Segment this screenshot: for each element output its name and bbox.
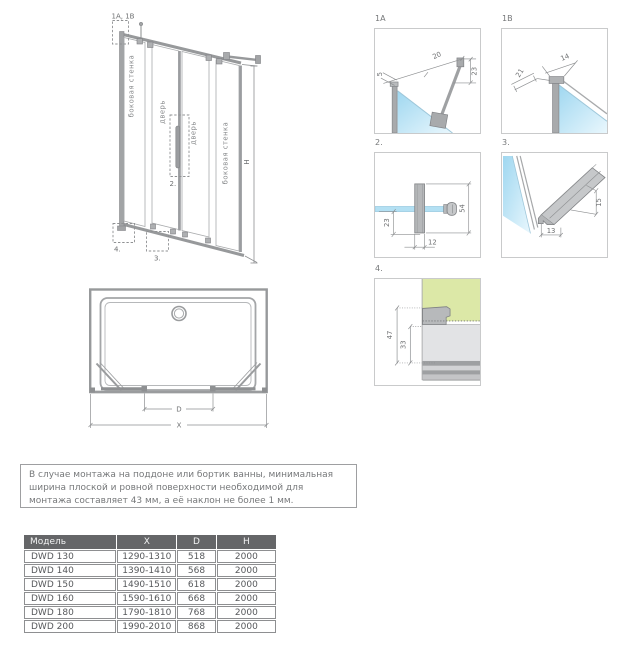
profile-band-light [423, 366, 480, 370]
glass-panel [375, 206, 444, 211]
knob-head [447, 203, 456, 216]
cell-x: 1790-1810 [117, 606, 176, 619]
cell-x: 1990-2010 [117, 620, 176, 633]
dim-h-label: H [243, 159, 251, 165]
panel-label-side-wall-right: боковая стенка [221, 121, 230, 185]
callout-1ab-label: 1A, 1B [111, 12, 135, 21]
detail-1b-drawing [502, 29, 607, 133]
panel-label-door-left: дверь [158, 100, 167, 124]
knob-neck [444, 205, 447, 214]
dim-14: 14 [559, 52, 571, 63]
detail-3-label: 3. [502, 138, 510, 147]
clamp-cap [423, 307, 450, 325]
detail-1b-box [501, 28, 608, 134]
table-header-row [24, 535, 276, 549]
installation-note: В случае монтажа на поддоне или бортик ванны, минимальная ширина плоской и ровной поверхности необходимой для монтажа составляет 43 мм, а её наклон не более 1 мм. [20, 464, 357, 508]
glass-clamp [430, 112, 448, 128]
wall-profile [553, 83, 559, 133]
cell-d: 518 [177, 550, 216, 563]
detail-4-drawing [375, 279, 480, 385]
front-view-drawing [100, 10, 275, 270]
dimension-lines [379, 181, 471, 249]
cell-model: DWD 150 [24, 578, 116, 591]
col-header-x: X [117, 535, 176, 549]
dim-x-label: X [176, 421, 182, 430]
callout-4-label: 4. [114, 245, 121, 254]
table-row [24, 620, 276, 633]
cell-h: 2000 [217, 606, 276, 619]
wall-profile [392, 85, 397, 133]
cell-model: DWD 200 [24, 620, 116, 633]
profile-band-dark2 [423, 370, 480, 374]
detail-2-drawing [375, 153, 480, 257]
panel-label-side-wall-left: боковая стенка [127, 54, 136, 118]
left-wall-profile [120, 32, 125, 230]
detail-2-box [374, 152, 481, 258]
detail-3-drawing [502, 153, 607, 257]
dim-47: 47 [386, 330, 395, 340]
profile-body [423, 325, 480, 361]
cell-x: 1590-1610 [117, 592, 176, 605]
cell-d: 768 [177, 606, 216, 619]
dim-d-label: D [176, 405, 182, 414]
table-row [24, 592, 276, 605]
cell-d: 618 [177, 578, 216, 591]
wall-profile-cap [549, 77, 564, 84]
dim-23: 23 [470, 66, 479, 76]
cell-h: 2000 [217, 564, 276, 577]
cell-model: DWD 130 [24, 550, 116, 563]
dim-33: 33 [399, 340, 408, 350]
cell-d: 568 [177, 564, 216, 577]
profile-groove2 [550, 171, 604, 218]
dim-23: 23 [383, 218, 392, 228]
cell-h: 2000 [217, 620, 276, 633]
cell-h: 2000 [217, 592, 276, 605]
cell-model: DWD 160 [24, 592, 116, 605]
detail-1b-label: 1B [502, 14, 513, 23]
detail-3-box [501, 152, 608, 258]
support-arm-bracket [224, 53, 230, 60]
col-header-model: Модель [24, 535, 116, 549]
table-row [24, 564, 276, 577]
spec-table [23, 534, 277, 634]
detail-4-label: 4. [375, 264, 383, 273]
cell-model: DWD 180 [24, 606, 116, 619]
top-view-drawing [88, 285, 288, 435]
dim-54: 54 [458, 204, 467, 213]
door-panel-left [152, 45, 179, 230]
col-header-d: D [177, 535, 216, 549]
profile-band-dark1 [423, 361, 480, 366]
ceiling-pin-head [139, 22, 143, 26]
cell-h: 2000 [217, 550, 276, 563]
detail-1a-label: 1A [375, 14, 386, 23]
cell-model: DWD 140 [24, 564, 116, 577]
support-arm [441, 65, 461, 117]
table-row [24, 606, 276, 619]
dim-15: 15 [595, 198, 604, 207]
dim-5: 5 [375, 71, 384, 77]
dim-12: 12 [427, 238, 437, 247]
panel-label-door-right: дверь [189, 121, 198, 145]
callout-3-label: 3. [154, 254, 161, 263]
table-row [24, 550, 276, 563]
handle-post [415, 184, 425, 233]
col-header-h: H [217, 535, 276, 549]
callout-2-label: 2. [169, 180, 177, 188]
dim-13: 13 [546, 226, 556, 235]
cell-x: 1290-1310 [117, 550, 176, 563]
cell-d: 668 [177, 592, 216, 605]
dim-20: 20 [431, 50, 443, 62]
cell-x: 1390-1410 [117, 564, 176, 577]
support-arm-end [256, 56, 261, 64]
profile-band-base [423, 375, 480, 380]
detail-2-label: 2. [375, 138, 383, 147]
detail-1a-box [374, 28, 481, 134]
cell-d: 868 [177, 620, 216, 633]
wall-profile-cap [390, 82, 398, 86]
left-profile-foot [118, 226, 126, 231]
dim-21: 21 [514, 67, 526, 79]
detail-1a-drawing [375, 29, 480, 133]
cell-h: 2000 [217, 578, 276, 591]
cell-x: 1490-1510 [117, 578, 176, 591]
table-row [24, 578, 276, 591]
door-handle [176, 126, 180, 168]
detail-4-box [374, 278, 481, 386]
